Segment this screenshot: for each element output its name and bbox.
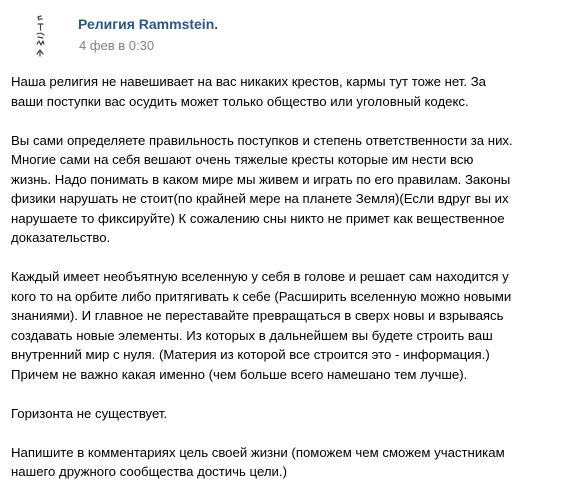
rammstein-logo-icon — [17, 10, 67, 60]
post-paragraph: Горизонта не существует. — [11, 405, 168, 421]
post-date-link[interactable]: 4 фев в 0:30 — [79, 38, 155, 53]
post-text — [11, 72, 563, 482]
post-paragraph: Каждый имеет необъятную вселенную у себя в голове и решает сам находится у кого то на орбите либо притягивать к себе (Расширить вселенную можно новыми знаниями). И главное не переставайте превращаться в сверх новы и взрываясь создавать новые элементы. Из которых в дальнейшем вы будете строить ваш внутренний мир с нуля. (Материя из которой все строится это - информация.) Причем не важно какая именно (чем больше всего намешано тем лучше). — [11, 269, 512, 382]
group-name-link[interactable]: Религия Rammstein. — [78, 16, 219, 32]
post-paragraph: Наша религия не навешивает на вас никаких крестов, кармы тут тоже нет. За ваши поступки вас осудить может только общество или уголовный кодекс. — [11, 74, 486, 109]
group-avatar[interactable] — [17, 10, 67, 60]
post-paragraph: Напишите в комментариях цель своей жизни (поможем чем сможем участникам нашего дружного сообщества достичь цели.) — [11, 444, 505, 479]
post-paragraph: Вы сами определяете правильность поступков и степень ответственности за них. Многие сами на себя вешают очень тяжелые кресты которые им нести всю жизнь. Надо понимать в каком мире мы живем и играть по его правилам. Законы физики нарушать не стоит(по крайней мере на планете Земля)(Если вдруг вы их нарушаете то фиксируйте) К сожалению сны никто не примет как вещественное доказательство. — [11, 132, 513, 245]
